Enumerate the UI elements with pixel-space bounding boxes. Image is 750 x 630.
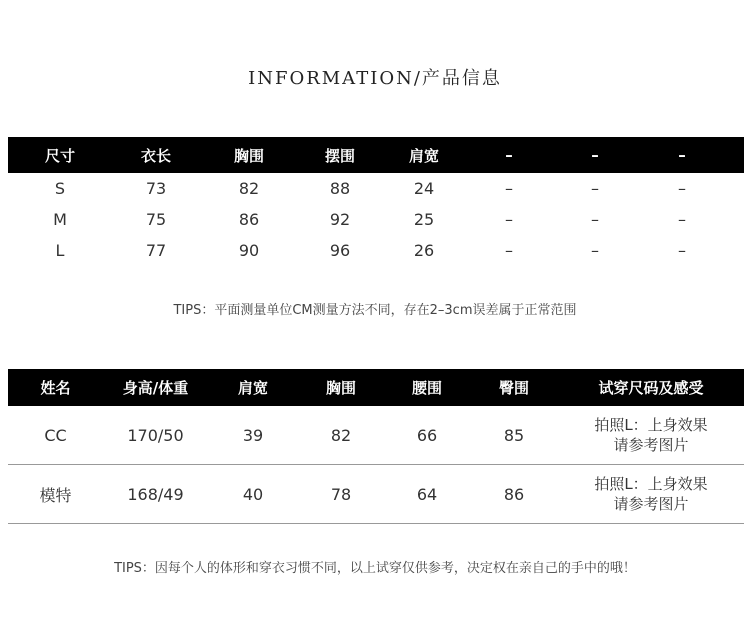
header-cell: 衣长 <box>140 146 171 165</box>
header-cell: – <box>591 146 599 164</box>
header-cell: 胸围 <box>325 379 356 397</box>
table-row <box>8 173 744 204</box>
table-cell: 88 <box>329 179 351 198</box>
table-cell: – <box>591 179 599 198</box>
chest: 78 <box>330 484 352 504</box>
header-cell: – <box>678 146 686 164</box>
table-cell: – <box>591 241 599 260</box>
header-cell: – <box>505 146 513 164</box>
model-name: CC <box>44 425 67 445</box>
header-cell: 肩宽 <box>408 146 439 165</box>
hip: 85 <box>503 425 525 445</box>
shoulder: 39 <box>242 425 264 445</box>
hip: 86 <box>503 484 525 504</box>
table-cell: 96 <box>329 241 351 260</box>
table-cell: 73 <box>145 179 167 198</box>
table-cell: – <box>505 210 513 229</box>
table-row <box>8 235 744 266</box>
header-cell: 试穿尺码及感受 <box>598 379 704 397</box>
waist: 66 <box>416 425 438 445</box>
fit-feedback <box>558 415 744 455</box>
model-table-header <box>8 369 744 406</box>
header-cell: 身高/体重 <box>122 379 189 397</box>
shoulder: 40 <box>242 484 264 504</box>
table-cell: 90 <box>238 241 260 260</box>
header-cell: 摆围 <box>324 146 355 165</box>
table-cell: – <box>505 241 513 260</box>
header-cell: 臀围 <box>498 379 529 397</box>
waist: 64 <box>416 484 438 504</box>
header-cell: 尺寸 <box>44 146 75 165</box>
fit-feedback <box>558 474 744 514</box>
table-cell: – <box>678 241 686 260</box>
measurement-tips: TIPS：平面测量单位CM测量方法不同，存在2–3cm误差属于正常范围 <box>173 303 577 318</box>
table-cell: – <box>678 179 686 198</box>
table-cell: 75 <box>145 210 167 229</box>
header-cell: 姓名 <box>40 379 71 397</box>
size-table-header <box>8 137 744 173</box>
table-cell: 86 <box>238 210 260 229</box>
table-cell: – <box>505 179 513 198</box>
table-cell: 92 <box>329 210 351 229</box>
model-name: 模特 <box>39 485 72 505</box>
fit-feedback-line: 拍照L：上身效果 <box>594 475 708 493</box>
table-cell: L <box>55 241 65 260</box>
table-cell: 77 <box>145 241 167 260</box>
table-row <box>8 465 744 524</box>
table-row <box>8 204 744 235</box>
table-cell: – <box>678 210 686 229</box>
table-cell: S <box>54 179 66 198</box>
fit-feedback-line: 拍照L：上身效果 <box>594 416 708 434</box>
fit-feedback-line: 请参考图片 <box>613 436 689 454</box>
height-weight: 170/50 <box>127 425 184 445</box>
table-cell: 82 <box>238 179 260 198</box>
table-row <box>8 406 744 465</box>
fit-tips: TIPS：因每个人的体形和穿衣习惯不同，以上试穿仅供参考，决定权在亲自己的手中的哦！ <box>114 561 636 576</box>
header-cell: 肩宽 <box>237 379 268 397</box>
table-cell: – <box>591 210 599 229</box>
table-cell: M <box>53 210 67 229</box>
header-cell: 腰围 <box>411 379 442 397</box>
table-cell: 25 <box>413 210 435 229</box>
fit-feedback-line: 请参考图片 <box>613 495 689 513</box>
height-weight: 168/49 <box>127 484 184 504</box>
chest: 82 <box>330 425 352 445</box>
page-title: INFORMATION/产品信息 <box>248 68 502 89</box>
table-cell: 26 <box>413 241 435 260</box>
model-table <box>8 369 744 524</box>
size-table <box>8 137 744 266</box>
table-cell: 24 <box>413 179 435 198</box>
header-cell: 胸围 <box>233 146 264 165</box>
